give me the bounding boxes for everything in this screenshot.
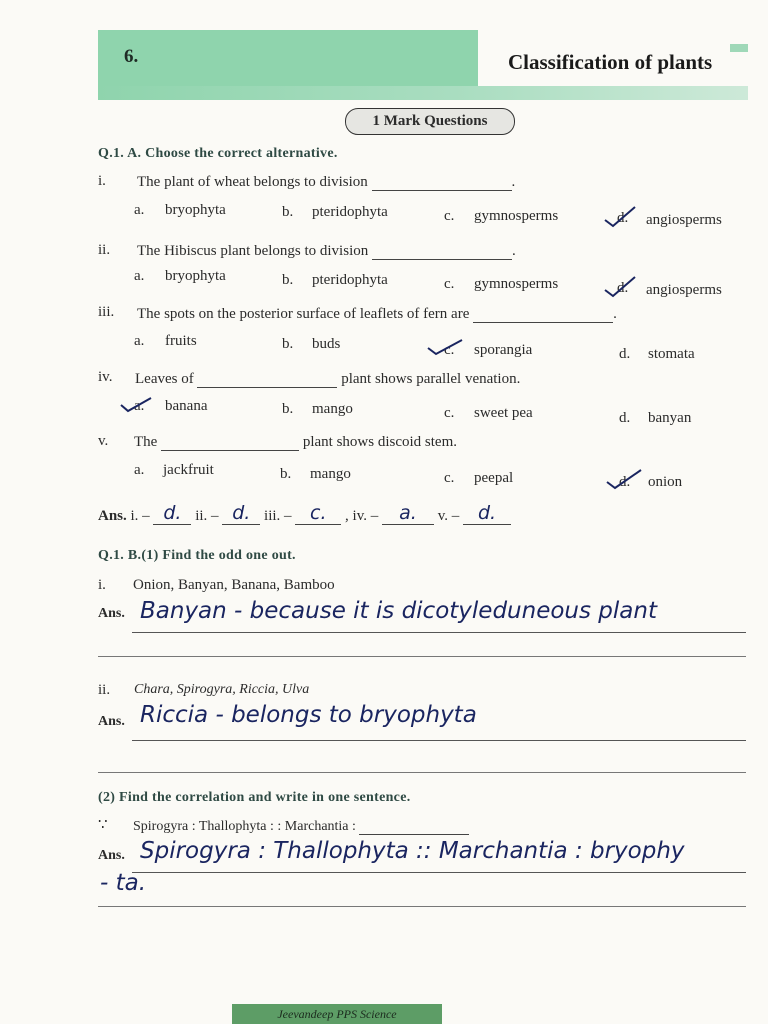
chapter-title: Classification of plants (508, 50, 713, 74)
option-letter: d. (617, 210, 629, 226)
question-text (137, 173, 515, 191)
answer-blank (197, 370, 337, 388)
option-text: banyan (648, 410, 692, 426)
bullet-icon: ∵ (98, 817, 108, 833)
answer-label: Ans. (98, 714, 125, 729)
question-end: . (511, 174, 516, 190)
question-end: . (613, 306, 617, 322)
option-letter: c. (444, 342, 455, 358)
option-letter: c. (444, 208, 455, 224)
answer-blank (372, 173, 512, 191)
question-prompt: The spots on the posterior surface of leaflets of fern are (137, 306, 470, 322)
option-letter: d. (619, 346, 631, 362)
checkmark-icon (604, 466, 644, 492)
option-letter: c. (444, 405, 455, 421)
option-text: peepal (474, 470, 514, 486)
handwritten-answer: Spirogyra : Thallophyta :: Marchantia : bryophy (140, 838, 685, 864)
option-letter: a. (134, 268, 145, 284)
question-number: v. (98, 433, 109, 449)
handwritten-answer: Riccia - belongs to bryophyta (140, 702, 477, 728)
question-number: ii. (98, 242, 111, 258)
answer-blank (161, 433, 299, 451)
question-number: ii. (98, 682, 111, 698)
question-prompt: The (134, 434, 158, 450)
answer-blank (372, 242, 512, 260)
question-number: iii. (98, 304, 115, 320)
question-prompt: The plant of wheat belongs to division (137, 174, 368, 190)
answer-blank (359, 818, 469, 835)
option-text: banana (165, 398, 208, 414)
checkmark-icon (425, 336, 465, 358)
header-underline-strip (98, 86, 748, 100)
answer-blank (473, 305, 613, 323)
option-letter: a. (134, 462, 145, 478)
question-prompt: Spirogyra : Thallophyta : : Marchantia : (133, 819, 356, 834)
option-letter: d. (619, 410, 631, 426)
option-text: gymnosperms (474, 208, 559, 224)
question-text (137, 242, 516, 260)
answers-label: Ans. (98, 508, 127, 524)
answer-label: Ans. (98, 848, 125, 863)
handwritten-answer: c. (295, 502, 341, 525)
answer-number: ii. – (195, 508, 219, 524)
option-text: onion (648, 474, 683, 490)
answers-row (98, 502, 511, 525)
answer-line (132, 872, 746, 873)
option-text: buds (312, 336, 341, 352)
question-prompt-end: plant shows discoid stem. (302, 434, 457, 450)
question-type-badge: 1 Mark Questions (345, 108, 515, 135)
option-letter: a. (134, 333, 145, 349)
option-text: stomata (648, 346, 695, 362)
question-text (137, 305, 617, 323)
option-letter: b. (282, 401, 294, 417)
option-text: bryophyta (165, 268, 226, 284)
answer-number: v. – (437, 508, 460, 524)
option-letter: d. (619, 474, 631, 490)
handwritten-answer: a. (382, 502, 434, 525)
answer-label: Ans. (98, 606, 125, 621)
option-text: sweet pea (474, 405, 533, 421)
section-b-heading: Q.1. B.(1) Find the odd one out. (98, 548, 296, 563)
question-prompt: The Hibiscus plant belongs to division (137, 243, 369, 259)
option-letter: c. (444, 470, 455, 486)
question-prompt: Leaves of (135, 371, 194, 387)
section-c-heading: (2) Find the correlation and write in one sentence. (98, 790, 411, 805)
answer-number: iii. – (264, 508, 292, 524)
checkmark-icon (118, 394, 154, 414)
question-text (134, 433, 457, 451)
option-text: mango (312, 401, 353, 417)
question-number: iv. (98, 369, 113, 385)
option-letter: b. (280, 466, 292, 482)
question-number: i. (98, 173, 106, 189)
answer-line (132, 632, 746, 633)
handwritten-answer: d. (222, 502, 260, 525)
checkmark-icon (602, 204, 638, 230)
option-text: jackfruit (163, 462, 214, 478)
option-letter: b. (282, 272, 294, 288)
handwritten-answer: d. (153, 502, 191, 525)
question-end: . (511, 243, 516, 259)
answer-number: i. – (130, 508, 150, 524)
question-text (133, 818, 469, 835)
handwritten-answer-continued: - ta. (100, 870, 147, 896)
handwritten-answer: d. (463, 502, 511, 525)
answer-number: , iv. – (345, 508, 379, 524)
handwritten-answer: Banyan - because it is dicotyleduneous plant (140, 598, 657, 624)
option-letter: d. (617, 280, 629, 296)
option-text: sporangia (474, 342, 533, 358)
option-text: bryophyta (165, 202, 226, 218)
answer-line (132, 740, 746, 741)
answer-line (98, 656, 746, 657)
chapter-number: 6. (124, 46, 139, 67)
question-text: Chara, Spirogyra, Riccia, Ulva (134, 682, 310, 697)
option-letter: a. (134, 202, 145, 218)
option-letter: a. (134, 398, 145, 414)
option-text: angiosperms (646, 282, 722, 298)
answer-line (98, 772, 746, 773)
question-text (135, 370, 520, 388)
question-number: i. (98, 577, 106, 593)
section-a-heading: Q.1. A. Choose the correct alternative. (98, 146, 338, 161)
checkmark-icon (602, 274, 638, 300)
option-text: angiosperms (646, 212, 722, 228)
option-letter: b. (282, 336, 294, 352)
option-text: mango (310, 466, 351, 482)
option-text: gymnosperms (474, 276, 559, 292)
chapter-header-band (98, 30, 478, 86)
publisher-footer: Jeevandeep PPS Science (232, 1004, 442, 1024)
option-text: pteridophyta (312, 272, 388, 288)
header-tab-mark (730, 44, 748, 52)
option-text: pteridophyta (312, 204, 388, 220)
answer-line (98, 906, 746, 907)
question-prompt-end: plant shows parallel venation. (341, 371, 521, 387)
option-text: fruits (165, 333, 197, 349)
option-letter: b. (282, 204, 294, 220)
option-letter: c. (444, 276, 455, 292)
question-text: Onion, Banyan, Banana, Bamboo (133, 577, 335, 593)
